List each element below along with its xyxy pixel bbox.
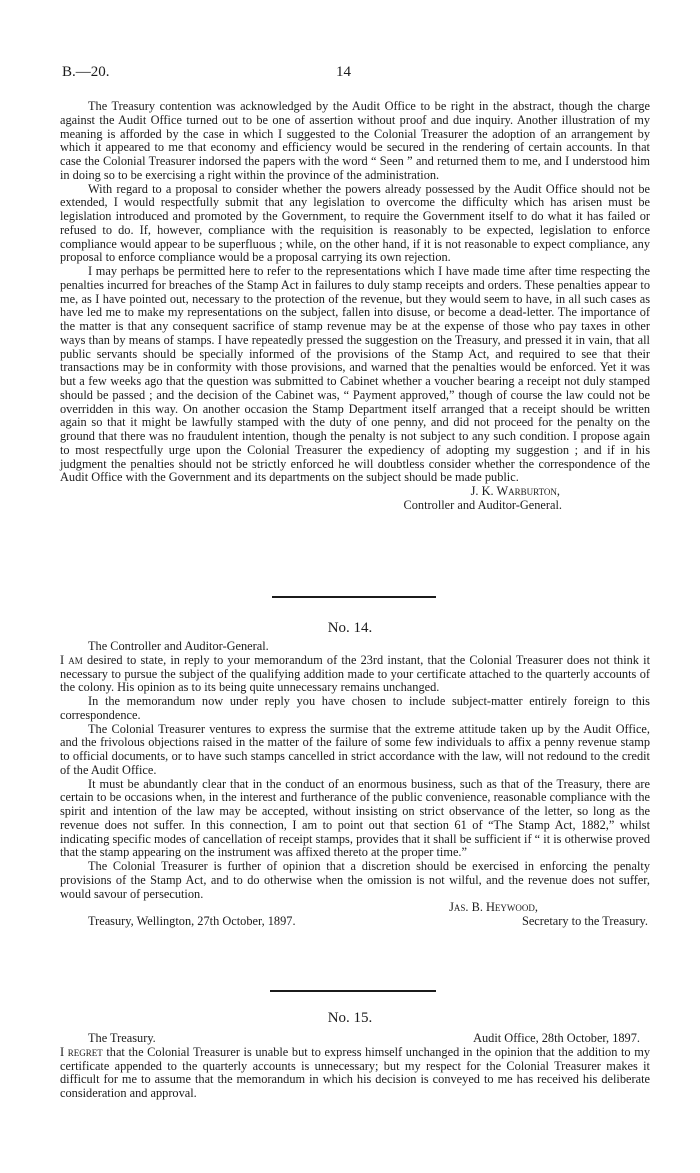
address-row [60, 1032, 650, 1046]
paragraph: I regret that the Colonial Treasurer is unable but to express himself unchanged in the opinion that the addition to my certificate appended to the quarterly accounts is unnecessary; but my respect for the Colonial Treasurer makes it difficult for me to assume that the memorandum in which his decision is conveyed to me has received his deliberate consideration and approval. [60, 1044, 650, 1100]
paragraph: It must be abundantly clear that in the conduct of an enormous business, such as that of the Treasury, there are certain to be occasions when, in the interest and furtherance of the public convenience, reasonable compliance with the spirit and intention of the law may be accepted, without insisting on strict observance of the letter, so long as the revenue does not suffer. In this connection, I am to point out that section 61 of “The Stamp Act, 1882,” whilst indicating specific modes of cancellation of receipt stamps, provides that it shall be sufficient if “ it is otherwise proved that the stamp appearing on the instrument was affixed thereto at the proper time.” [60, 776, 650, 860]
paragraph: I may perhaps be permitted here to refer to the representations which I have made time after time respecting the penalties incurred for breaches of the Stamp Act in failures to duly stamp receipts and orders. These penalties appear to me, as I have pointed out, necessary to the protection of the revenue, but they would seem to have, in all such cases as have led me to make my representations on the subject, fallen into disuse, or become a dead-letter. The importance of the matter is that any consequent sacrifice of stamp revenue may be at the expense of those who pay taxes in other ways than by means of stamps. I have repeatedly pressed the suggestion on the Treasury, and pressed it in vain, that all public servants should be specially informed of the provisions of the Stamp Act, and required to see that their transactions may be in conformity with those provisions, and warned that the penalties would be enforced. Yet it was but a few weeks ago that the question was submitted to Cabinet whether a voucher bearing a receipt not duly stamped should be passed ; and the decision of the Cabinet was, “ Payment approved,” though of course the law could not be overridden in this way. On another occasion the Stamp Department itself arranged that a receipt should be written again so that it might be lawfully stamped with the duty of one penny, and did not proceed for the penalty on the ground that there was no fraudulent intention, though the penalty is not subject to any such condition. I propose again to most respectfully urge upon the Colonial Treasurer the expediency of adopting my suggestion ; and if in his judgment the penalties should not be strictly enforced he will doubtless consider whether the correspondence of the Audit Office with the Government and its departments on the subject should be made public. [60, 264, 650, 485]
signature-name: J. K. Warburton, [470, 484, 560, 498]
memorandum-continuation [60, 100, 650, 513]
addressee: The Controller and Auditor-General. [88, 639, 269, 653]
paragraph: The Colonial Treasurer is further of opinion that a discretion should be exercised in enforcing the penalty provisions of the Stamp Act, and to do otherwise when the omission is not wilful, and the revenue does not suffer, would savour of persecution. [60, 859, 650, 901]
memorandum-no-14 [60, 640, 650, 929]
section-title-no-15: No. 15. [327, 1010, 373, 1026]
addressee: The Treasury. [88, 1031, 156, 1045]
signature-title: Controller and Auditor-General. [403, 497, 562, 512]
paragraph: I am desired to state, in reply to your memorandum of the 23rd instant, that the Colonial Treasurer does not think it necessary to pursue the subject of the qualifying addition made to your certificate attached to the quarterly accounts of the colony. His opinion as to its being quite unnecessary remains unchanged. [60, 652, 651, 695]
paragraph: The Treasury contention was acknowledged by the Audit Office to be right in the abstract, though the charge against the Audit Office turned out to be one of assertion without proof and due inquiry. Another illustration of my meaning is afforded by the case in which I suggested to the Colonial Treasurer the adoption of an arrangement by which it appeared to me that economy and efficiency would be secured in the rendering of certain accounts. In that case the Colonial Treasurer indorsed the papers with the word “ Seen ” and returned them to me, and I understood him in doing so to be exercising a right within the province of the administration. [60, 99, 650, 182]
paragraph: With regard to a proposal to consider whether the powers already possessed by the Audit Office should not be extended, I would respectfully submit that any legislation to overcome the difficulty which has arisen must be legislation introduced and promoted by the Government, to require the Government itself to do what it has failed or refused to do. If, however, compliance with the requisition is reasonably to be expected, legislation to enforce compliance would appear to be superfluous ; while, on the other hand, if it is not reasonable to expect compliance, any proposal to enforce compliance would be a proposal carrying its own rejection. [60, 181, 650, 265]
paragraph: In the memorandum now under reply you have chosen to include subject-matter entirely foreign to this correspondence. [60, 694, 650, 722]
section-divider [270, 990, 436, 992]
signature-row [60, 915, 650, 929]
memorandum-no-15 [60, 1032, 650, 1101]
paragraph: The Colonial Treasurer ventures to express the surmise that the extreme attitude taken up by the Audit Office, and the frivolous objections raised in the matter of the failure of some few individuals to affix a penny revenue stamp to official documents, or to have such stamps cancelled in strict accordance with the law, will not redound to the credit of the Audit Office. [60, 721, 650, 777]
section-divider [272, 596, 436, 598]
paper-reference: B.—20. [62, 64, 110, 80]
section-title-no-14: No. 14. [327, 620, 373, 636]
place-date: Audit Office, 28th October, 1897. [473, 1031, 640, 1045]
signature-name: Jas. B. Heywood, [449, 900, 538, 915]
page-number: 14 [336, 64, 351, 80]
signature-title: Secretary to the Treasury. [521, 914, 648, 928]
place-date: Treasury, Wellington, 27th October, 1897. [88, 914, 296, 928]
